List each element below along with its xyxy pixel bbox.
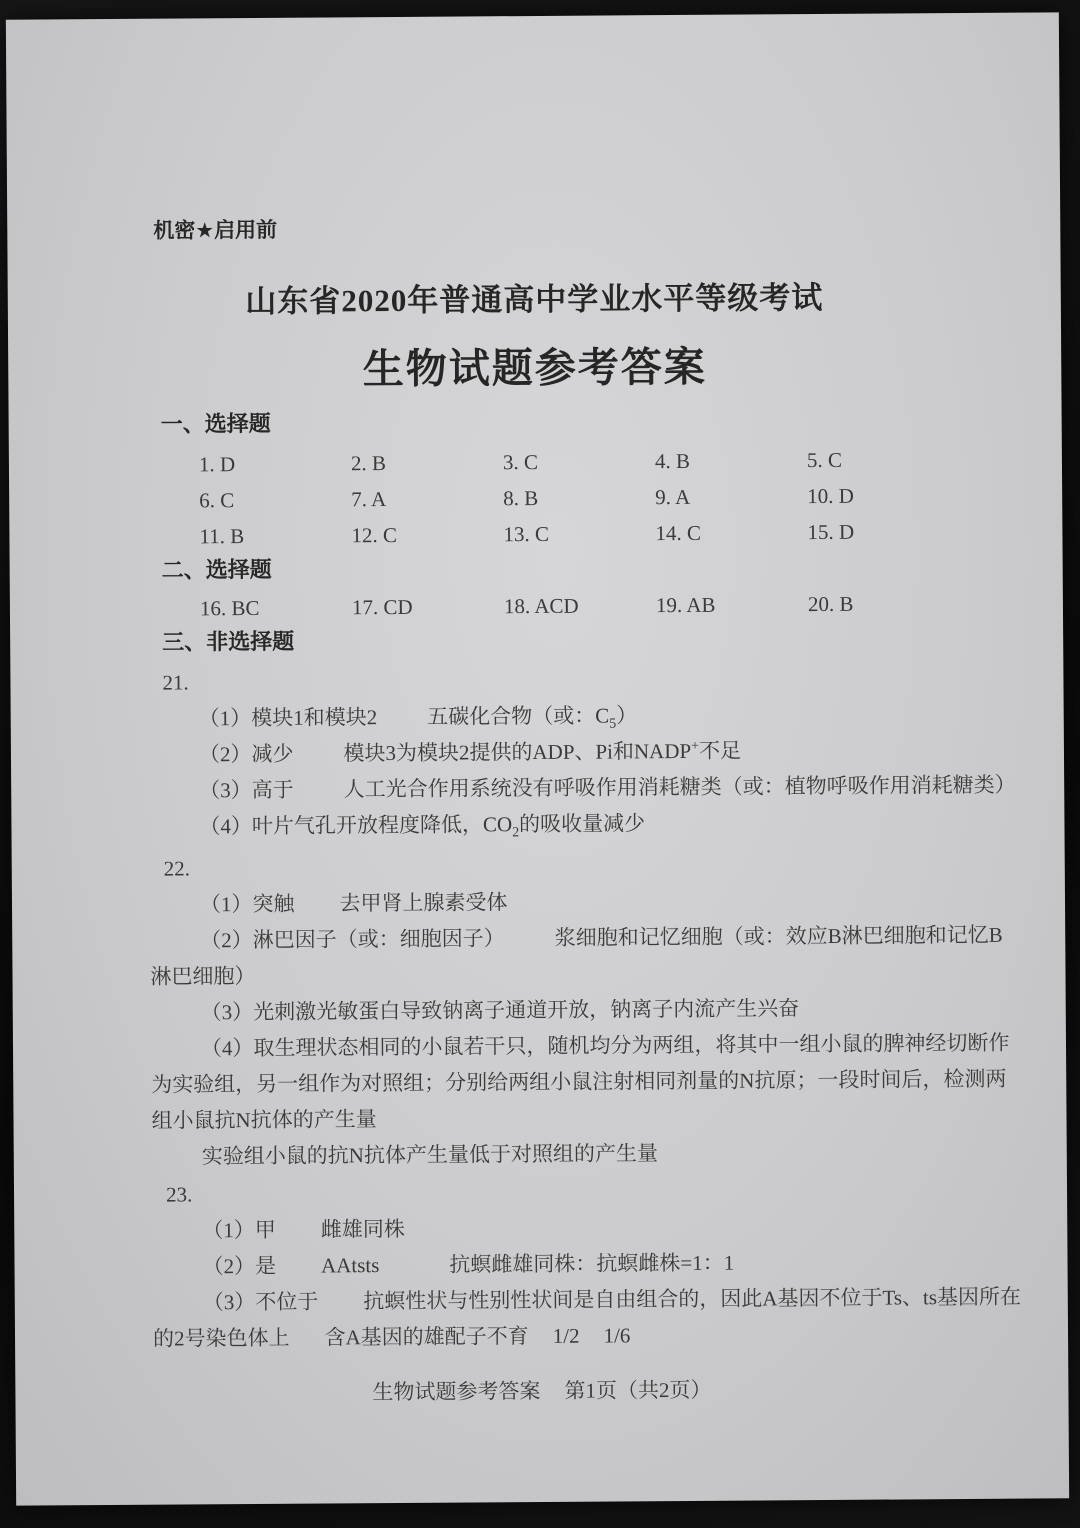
q23-part2: （2）是 AAtsts 抗螟雌雄同株：抗螟雌株=1：1	[202, 1250, 735, 1279]
answer-item: 14. C	[655, 520, 702, 546]
superscript: +	[691, 738, 700, 754]
q22-part4-line3: 组小鼠抗N抗体的产生量	[151, 1107, 377, 1133]
exam-title: 山东省2020年普通高中学业水平等级考试	[245, 279, 824, 320]
question-22-number: 22.	[163, 856, 191, 881]
q23-part3-line2: 的2号染色体上 含A基因的雄配子不育 1/2 1/6	[152, 1323, 631, 1351]
answer-item: 9. A	[655, 484, 691, 510]
answer-item: 17. CD	[351, 594, 413, 620]
subscript: 5	[609, 716, 617, 732]
q21-part1: （1）模块1和模块2 五碳化合物（或：$C_5$）	[198, 703, 638, 732]
q23-part3-line1: （3）不位于 抗螟性状与性别性状间是自由组合的，因此A基因不位于Ts、ts基因所在	[202, 1284, 1022, 1315]
answer-item: 15. D	[807, 519, 855, 545]
q21-part4: （4）叶片气孔开放程度降低，$CO_2$的吸收量减少	[199, 811, 646, 841]
answer-item: 16. BC	[199, 595, 260, 621]
answer-item: 20. B	[807, 591, 854, 617]
answer-item: 5. C	[806, 447, 843, 473]
q21-part2: （2）减少 模块3为模块2提供的ADP、Pi和NADP+不足	[198, 738, 742, 767]
section2-heading: 二、选择题	[161, 556, 272, 583]
answer-item: 3. C	[502, 449, 539, 475]
q22-part1: （1）突触 去甲肾上腺素受体	[199, 890, 508, 917]
q22-part2: （2）淋巴因子（或：细胞因子） 浆细胞和记忆细胞（或：效应B淋巴细胞和记忆B	[200, 922, 1003, 953]
answer-item: 13. C	[503, 521, 550, 547]
q22-part2-continued: 淋巴细胞）	[150, 963, 256, 989]
confidential-label: 机密★启用前	[153, 218, 278, 243]
footer-page-number: 第1页（共2页）	[564, 1377, 712, 1403]
doc-title: 生物试题参考答案	[362, 343, 707, 393]
answer-item: 6. C	[199, 488, 235, 513]
footer-doc-title: 生物试题参考答案	[372, 1378, 541, 1405]
section1-heading: 一、选择题	[160, 410, 271, 437]
section1-answers	[199, 440, 1063, 554]
q22-part3: （3）光刺激光敏蛋白导致钠离子通道开放，钠离子内流产生兴奋	[200, 996, 800, 1025]
answer-item: 19. AB	[655, 592, 716, 618]
answer-item: 10. D	[807, 483, 854, 509]
answer-item: 12. C	[351, 522, 398, 548]
question-23-number: 23.	[165, 1182, 193, 1207]
q22-part4-line1: （4）取生理状态相同的小鼠若干只，随机均分为两组，将其中一组小鼠的脾神经切断作	[200, 1030, 1010, 1061]
answer-item: 1. D	[198, 452, 236, 477]
answer-item: 11. B	[199, 524, 245, 549]
section2-answers	[200, 584, 1063, 626]
section3-heading: 三、非选择题	[162, 628, 295, 655]
q21-part3: （3）高于 人工光合作用系统没有呼吸作用消耗糖类（或：植物呼吸作用消耗糖类）	[199, 772, 1016, 803]
answer-item: 8. B	[503, 485, 539, 511]
question-21-number: 21.	[162, 670, 189, 695]
q23-part1: （1）甲 雌雄同株	[202, 1216, 405, 1243]
q22-part4-line2: 为实验组，另一组作为对照组；分别给两组小鼠注射相同剂量的N抗原；一段时间后，检测两	[151, 1066, 1007, 1097]
subscript: 2	[512, 825, 520, 841]
answer-item: 7. A	[351, 487, 387, 512]
page-footer	[15, 1370, 1068, 1411]
answer-item: 18. ACD	[503, 593, 579, 619]
answer-sheet-page	[6, 12, 1069, 1505]
answer-item: 2. B	[350, 451, 387, 476]
q22-part4-conclusion: 实验组小鼠的抗N抗体产生量低于对照组的产生量	[201, 1141, 659, 1169]
answer-item: 4. B	[654, 448, 691, 474]
